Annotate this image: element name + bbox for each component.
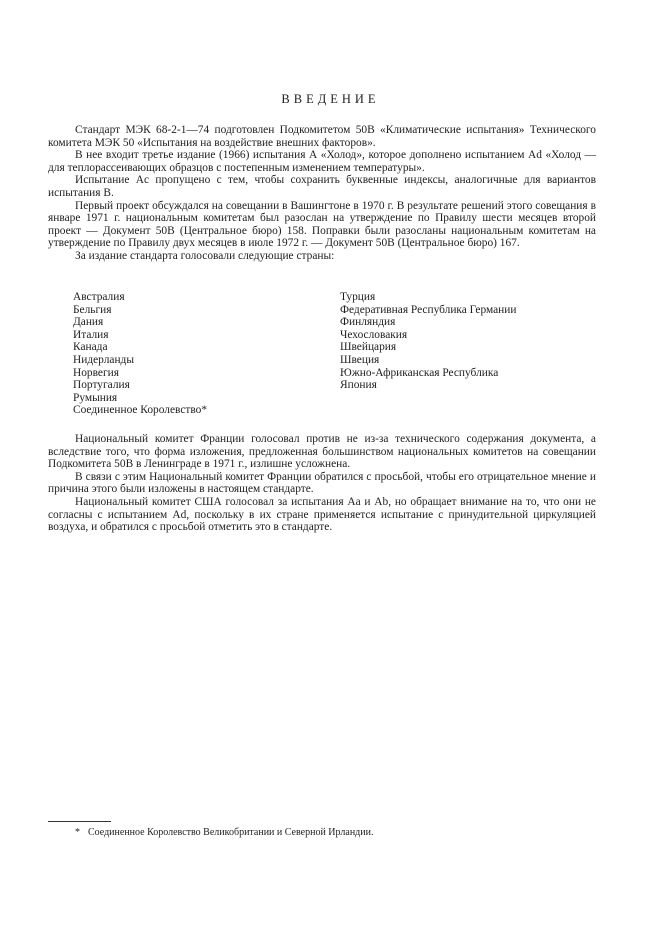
country-item: Турция [340,291,376,303]
paragraph: За издание стандарта голосовали следующие страны: [75,249,335,262]
country-item: Дания [73,316,104,329]
paragraph: В нее входит третье издание (1966) испытания А «Холод», которое дополнено испытанием Ad «Холод — для теплорассеивающих образцов с постепенным изменением температуры». [48,149,596,174]
country-item: Финляндия [340,316,396,329]
footnote-text: Соединенное Королевство Великобритании и Северной Ирландии. [88,827,374,838]
country-item: Федеративная Республика Германии [340,303,517,316]
paragraph: Национальный комитет США голосовал за испытания Aa и Ab, но обращает внимание на то, что они не согласны с испытанием Ad, поскольку в их стране применяется испытание с принудительной циркуляцией воздуха, и обратился с просьбой отметить это в стандарте. [48,495,596,534]
country-item: Бельгия [73,303,112,316]
footnote-divider [48,821,111,822]
country-item: Норвегия [73,366,119,379]
closing-section [48,433,596,534]
intro-section [48,124,596,263]
country-item: Соединенное Королевство* [73,404,208,417]
country-item: Румыния [73,391,118,404]
country-item: Чехословакия [340,328,408,341]
country-item: Швейцария [340,341,397,354]
country-item: Япония [340,379,377,392]
country-item: Португалия [73,379,130,392]
countries-right-column [340,291,516,392]
country-item: Нидерланды [73,353,135,366]
paragraph: Стандарт МЭК 68-2-1—74 подготовлен Подкомитетом 50В «Климатические испытания» Технического комитета МЭК 50 «Испытания на воздействие внешних факторов». [48,124,596,149]
paragraph: Испытание Ac пропущено с тем, чтобы сохранить буквенные индексы, аналогичные для вариантов испытания B. [48,174,596,199]
paragraph: В связи с этим Национальный комитет Франции обратился с просьбой, чтобы его отрицательное мнение и причина этого были изложены в настоящем стандарте. [48,470,596,496]
country-item: Австралия [73,291,125,303]
country-item: Южно-Африканская Республика [340,366,499,379]
paragraph: Национальный комитет Франции голосовал против не из-за технического содержания документа, а вследствие того, что форма изложения, предложенная большинством национальных комитетов на совещании Подкомитета 50В в Ленинграде в 1971 г., излишне усложнена. [48,433,596,471]
country-item: Швеция [340,353,380,366]
footnote-mark: * [75,827,80,838]
page-title: ВВЕДЕНИЕ [281,92,380,106]
paragraph: Первый проект обсуждался на совещании в Вашингтоне в 1970 г. В результате решений этого совещания в январе 1971 г. национальным комитетам был разослан на утверждение по Правилу шести месяцев второй проект — Документ 50В (Центральное бюро) 158. Поправки были разосланы национальным комитетам на утверждение по Правилу двух месяцев в июле 1972 г. — Документ 50В (Центральное бюро) 167. [48,199,596,250]
country-item: Канада [73,341,108,354]
footnote [75,827,373,839]
countries-left-column [73,291,207,417]
country-item: Италия [73,328,109,341]
